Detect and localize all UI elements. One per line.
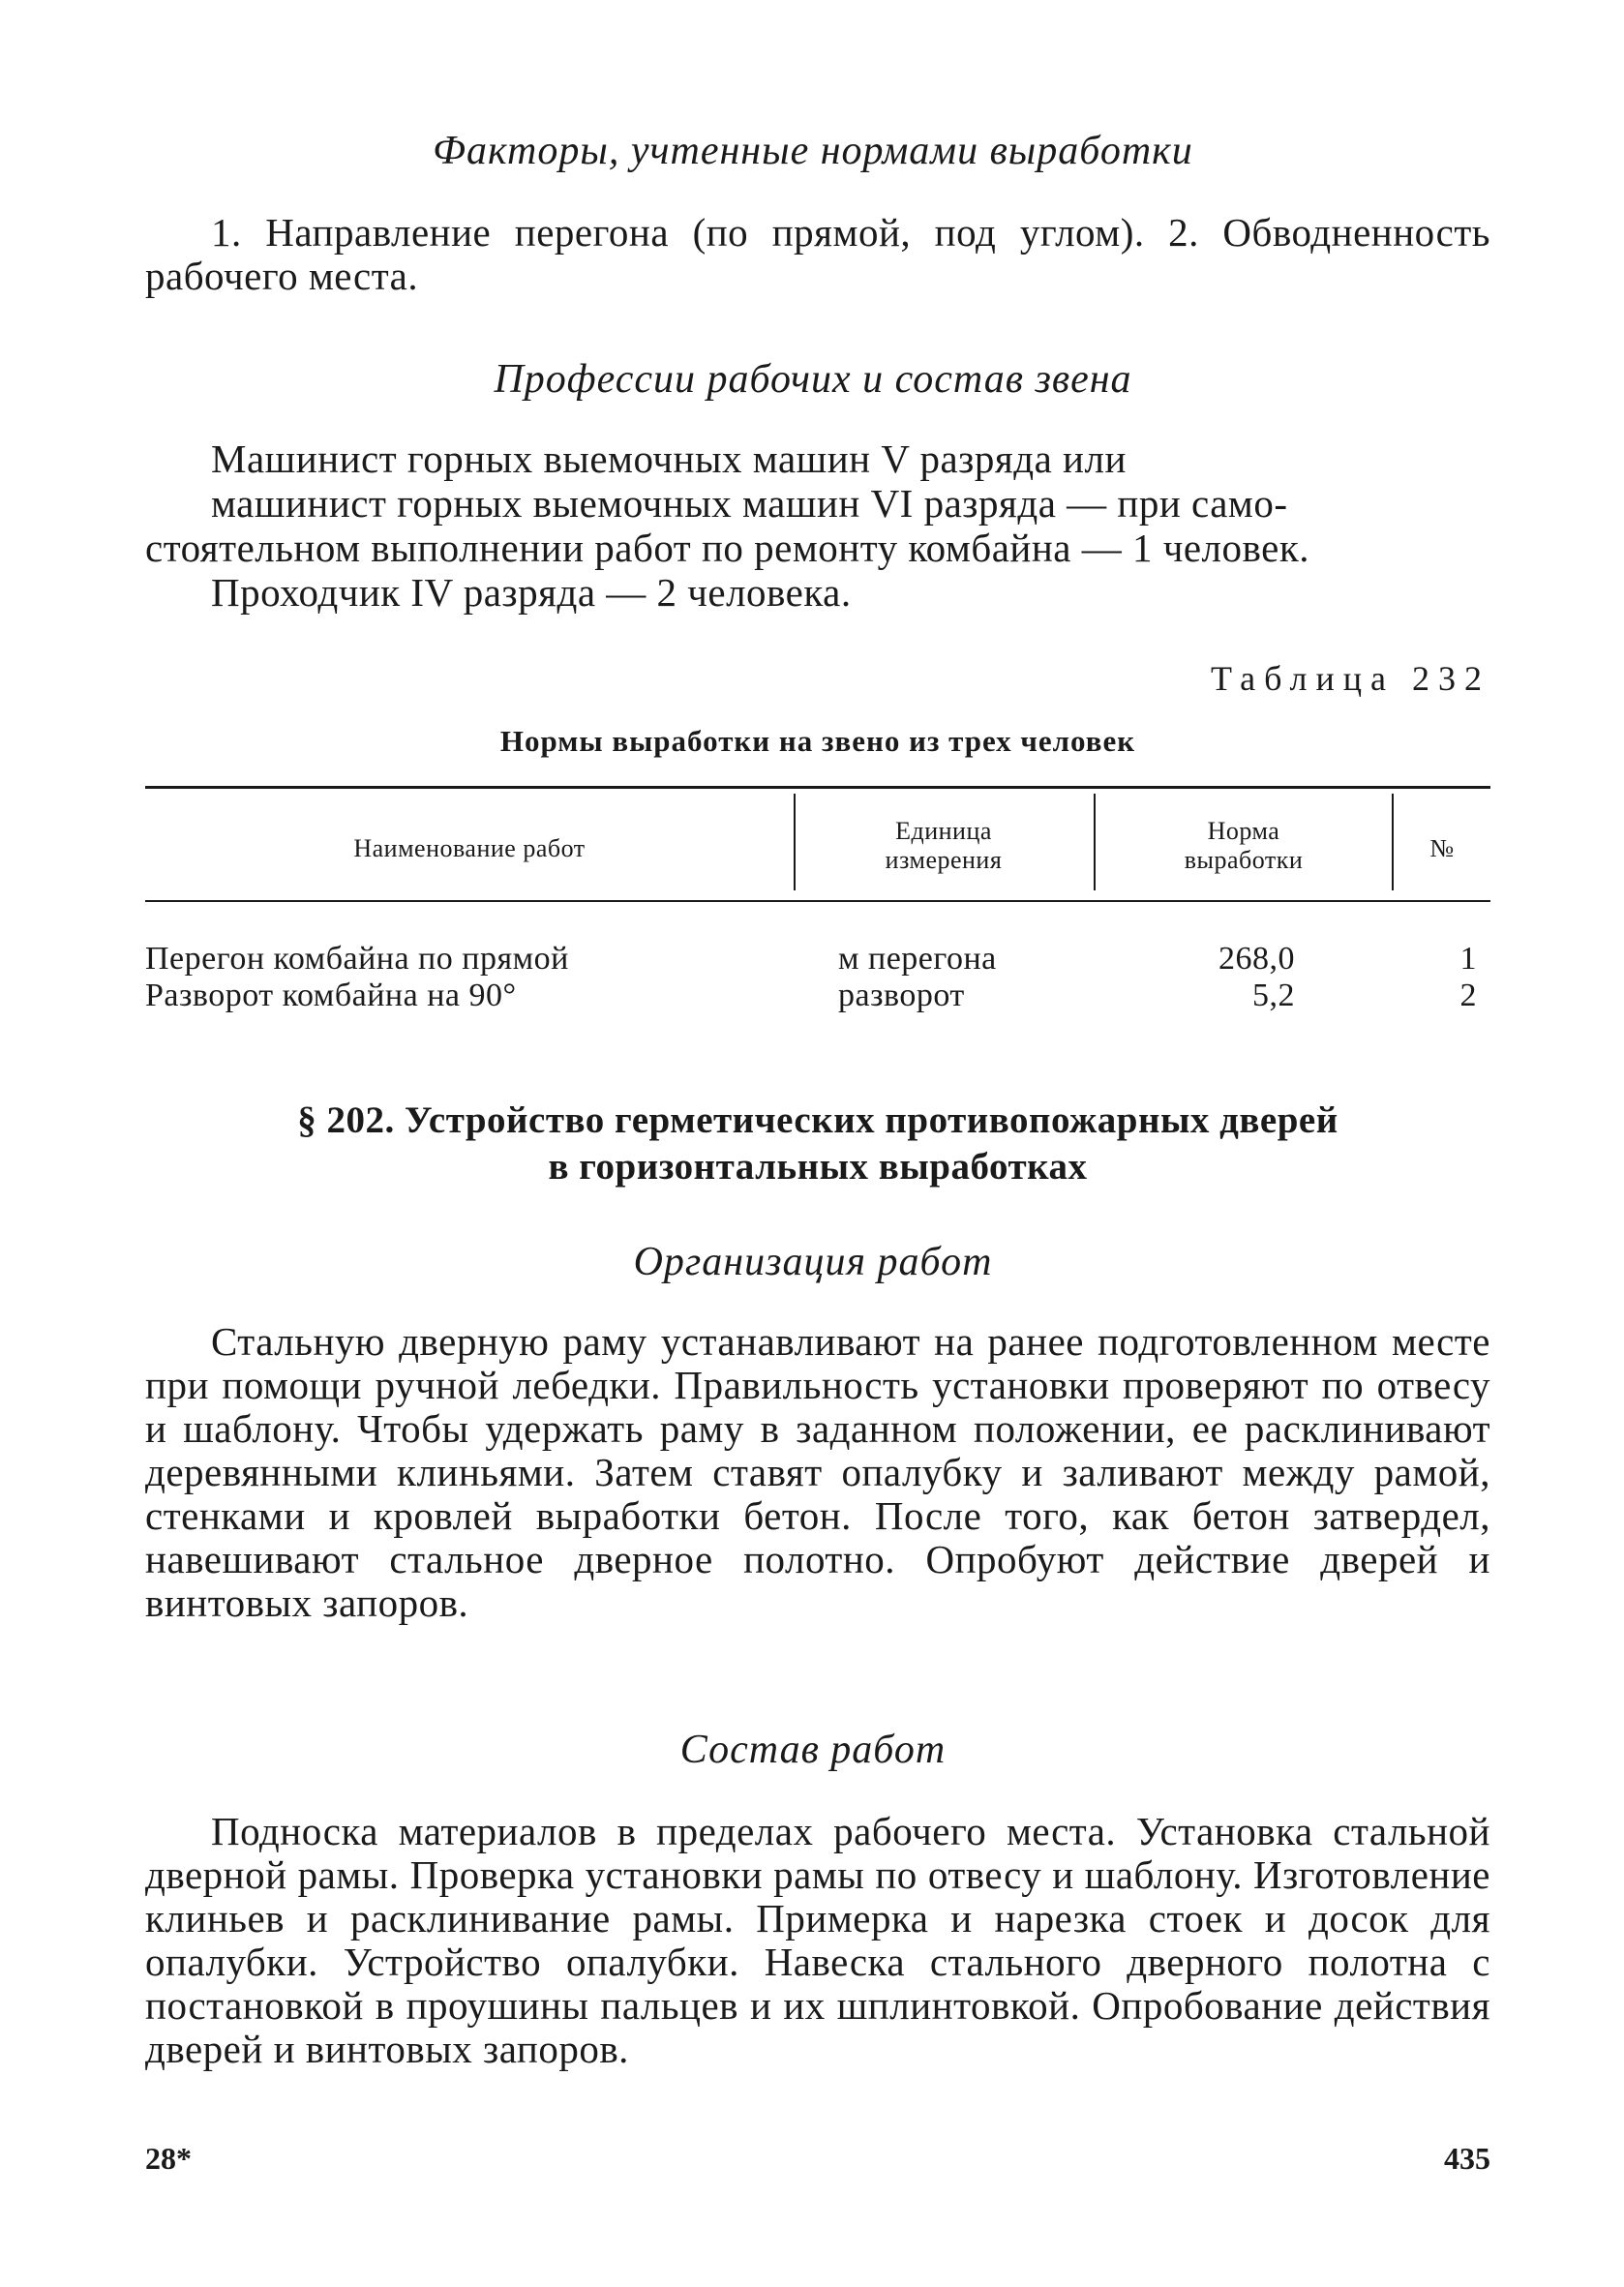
cell-unit: разворот xyxy=(838,978,965,1013)
profession-line-4: Проходчик IV разряда — 2 человека. xyxy=(211,570,852,615)
table-top-rule xyxy=(145,786,1490,789)
section-title-line-1: § 202. Устройство герметических противопожарных дверей xyxy=(297,1099,1338,1141)
page-number: 435 xyxy=(1444,2141,1490,2176)
column-divider xyxy=(1094,794,1096,890)
organization-heading: Организация работ xyxy=(633,1240,993,1284)
column-divider xyxy=(794,794,796,890)
organization-text: Стальную дверную раму устанавливают на ранее подготовленном месте при помощи ручной лебедки. Правильность установки проверяют по отвесу и шаблону. Чтобы удержать раму в заданном положении, ее расклинивают деревянными клиньями. Затем ставят опалубку и заливают между рамой, стенками и кровлей выработки бетон. После того, как бетон затвердел, навешивают стальное дверное полотно. Опробуют действие дверей и винтовых запоров. xyxy=(145,1319,1490,1625)
profession-line-2: машинист горных выемочных машин VI разряда — при само- xyxy=(211,481,1288,526)
header-unit: Единица измерения xyxy=(885,817,1003,874)
cell-number: 2 xyxy=(1459,978,1477,1013)
composition-heading: Состав работ xyxy=(679,1728,947,1772)
composition-text: Подноска материалов в пределах рабочего места. Установка стальной дверной рамы. Проверка установки рамы по отвесу и шаблону. Изготовление клиньев и расклинивание рамы. Примерка и нарезка стоек и досок для опалубки. Устройство опалубки. Навеска стального дверного полотна с постановкой в проушины пальцев и их шплинтовкой. Опробование действия дверей и винтовых запоров. xyxy=(145,1809,1490,2071)
header-work-name: Наименование работ xyxy=(353,834,586,862)
factors-heading: Факторы, учтенные нормами выработки xyxy=(433,129,1193,173)
cell-work-name: Разворот комбайна на 90° xyxy=(145,978,517,1013)
profession-line-1: Машинист горных выемочных машин V разряда или xyxy=(211,436,1127,481)
header-number: № xyxy=(1429,834,1455,862)
cell-norm: 5,2 xyxy=(1252,978,1295,1013)
factors-text: 1. Направление перегона (по прямой, под углом). 2. Обводненность рабочего места. xyxy=(145,210,1490,298)
cell-number: 1 xyxy=(1459,941,1477,977)
cell-work-name: Перегон комбайна по прямой xyxy=(145,941,569,977)
professions-heading: Профессии рабочих и состав звена xyxy=(494,357,1132,402)
cell-unit: м перегона xyxy=(838,941,997,977)
cell-norm: 268,0 xyxy=(1218,941,1295,977)
profession-line-3: стоятельном выполнении работ по ремонту комбайна — 1 человек. xyxy=(145,526,1310,570)
signature-mark: 28* xyxy=(145,2141,192,2176)
table-header-rule xyxy=(145,900,1490,902)
table-title: Нормы выработки на звено из трех человек xyxy=(499,724,1136,758)
header-norm: Норма выработки xyxy=(1184,817,1304,874)
table-label: Таблица 232 xyxy=(1211,659,1490,698)
section-title-line-2: в горизонтальных выработках xyxy=(548,1146,1088,1188)
